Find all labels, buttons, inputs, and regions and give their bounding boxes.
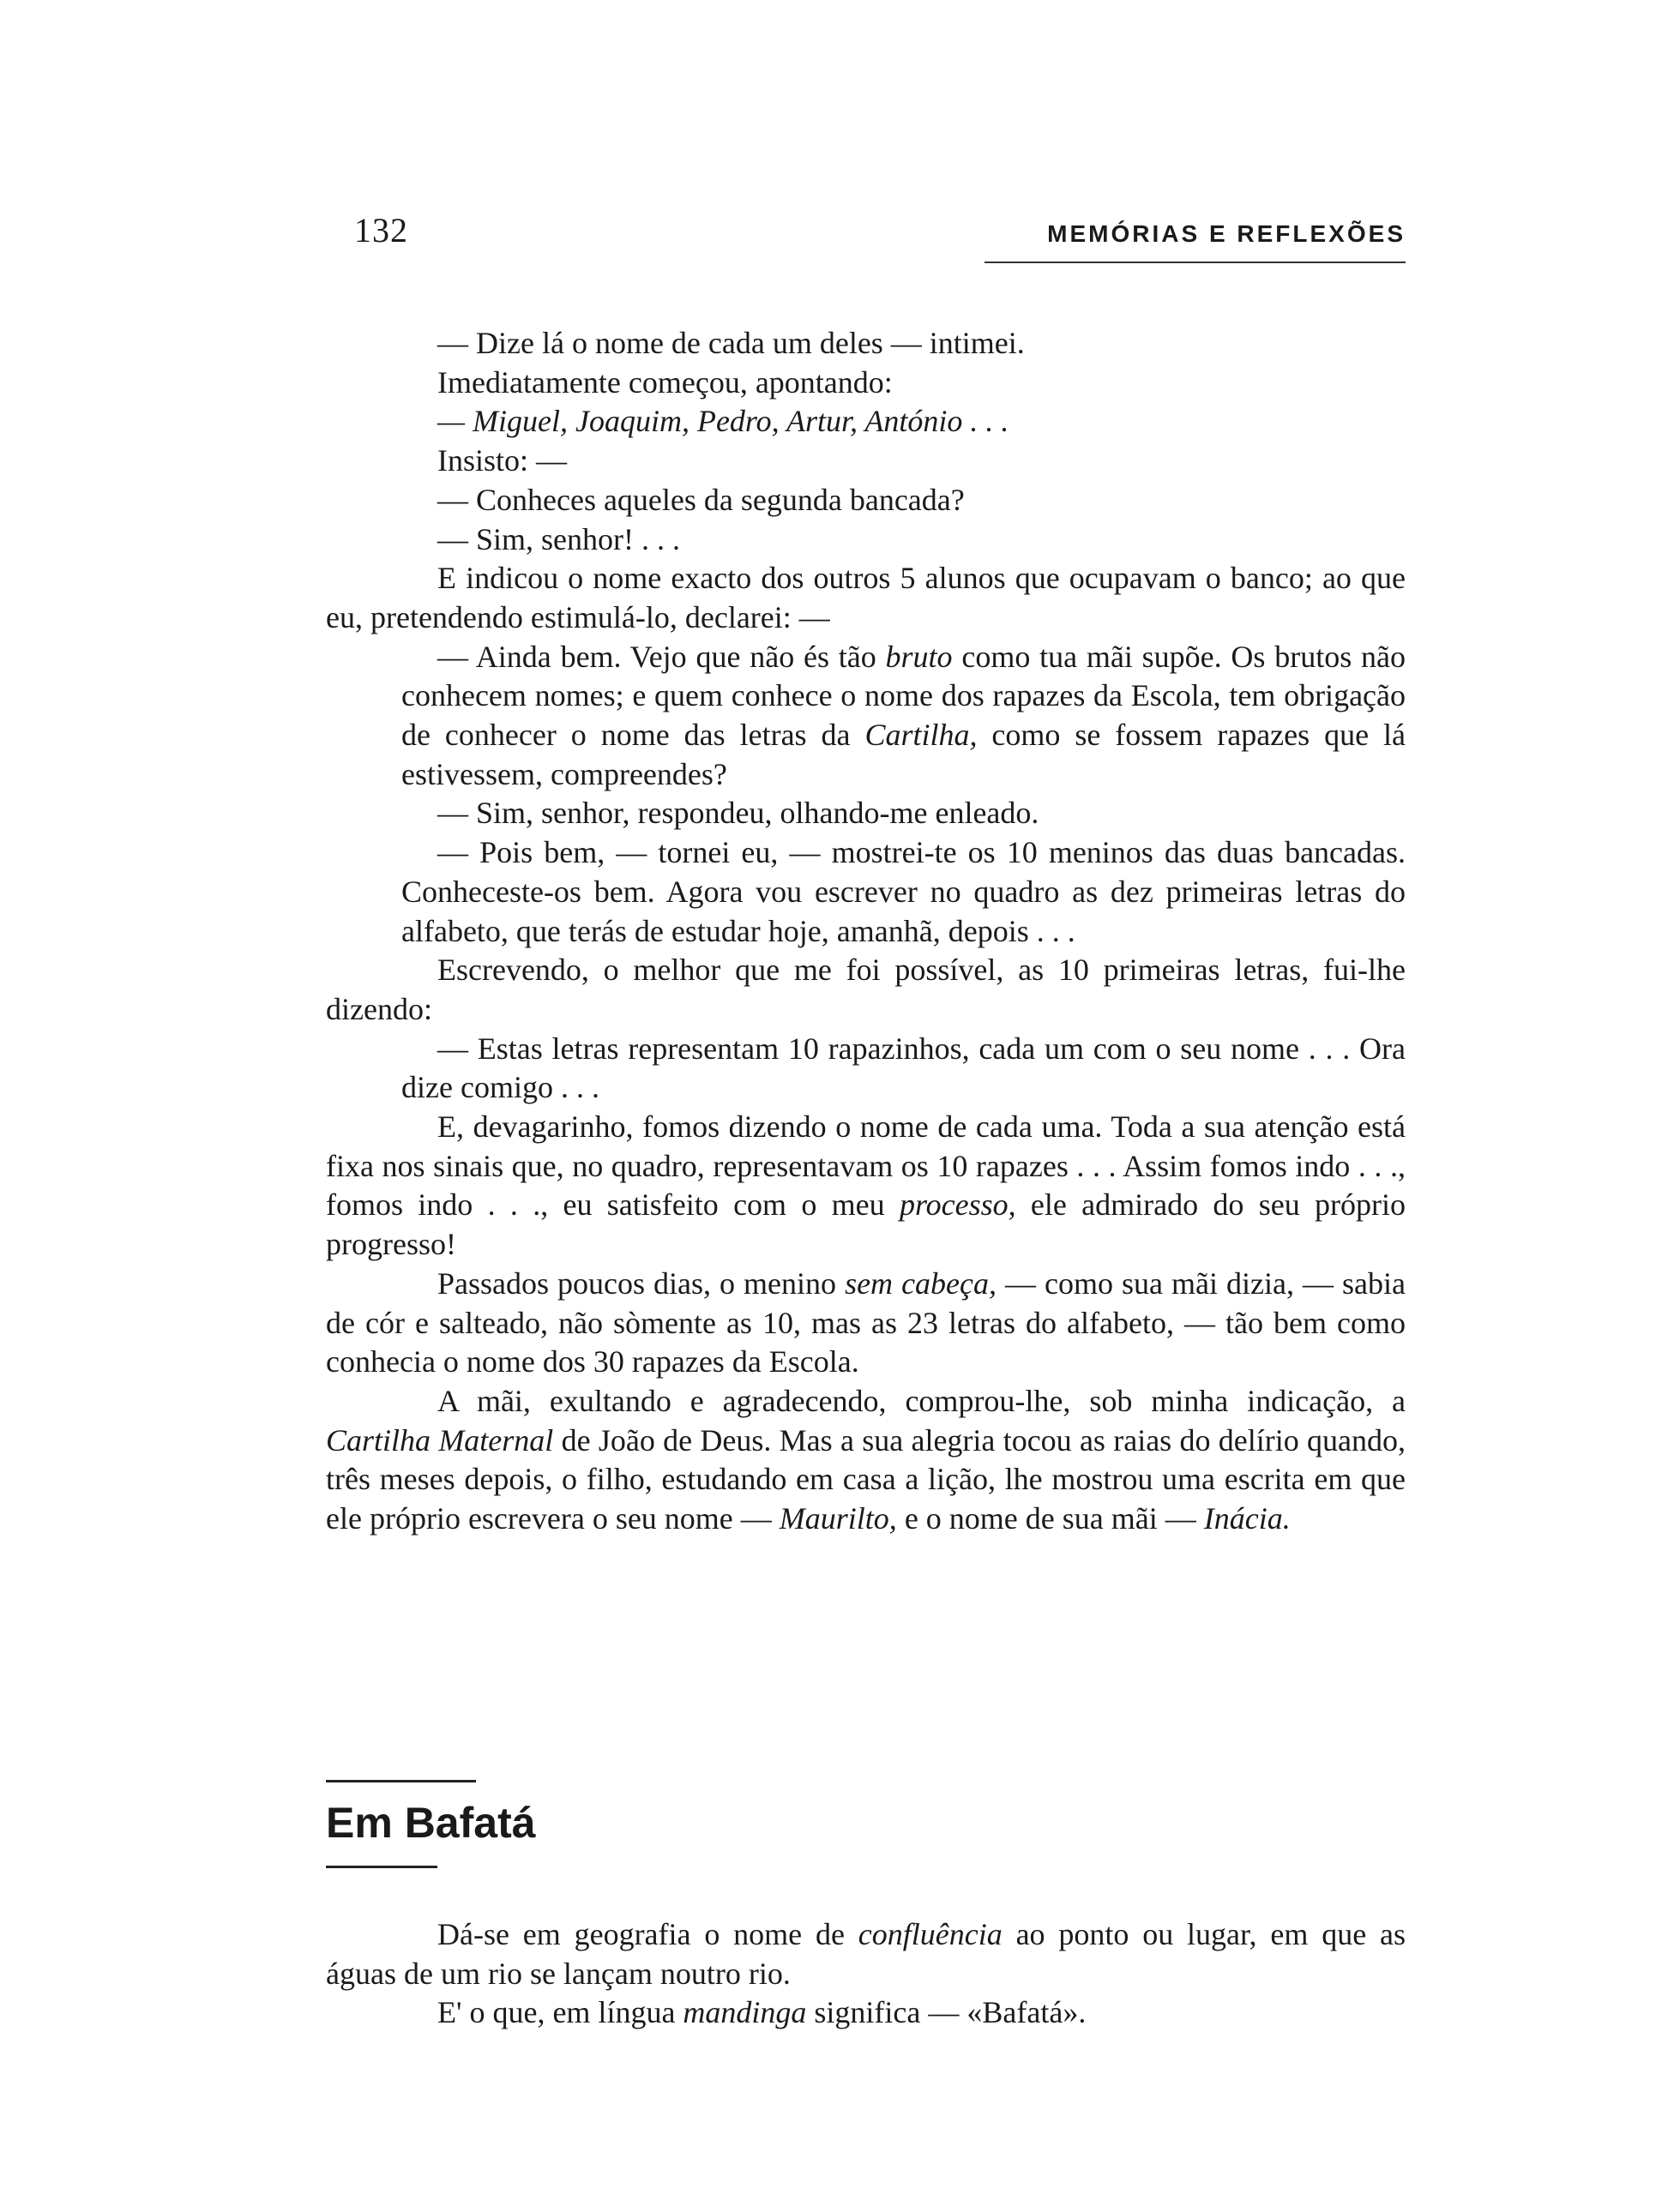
paragraph: [326, 1915, 1406, 1993]
section-rule-bottom: [326, 1866, 437, 1868]
text-run: como tua mãi supõe. Os brutos não conhecem nomes; e quem conhece o nome dos rapazes da Escola, tem obrigação de conhecer o nome das letras da: [401, 639, 1406, 753]
paragraph: [326, 1382, 1406, 1539]
text-run: A mãi, exultando e agradecendo, comprou-lhe, sob minha indicação, a: [437, 1383, 1406, 1418]
paragraph: — Conheces aqueles da segunda bancada?: [437, 482, 965, 517]
text-run: ao ponto ou lugar, em que as águas de um rio se lançam noutro rio.: [326, 1917, 1406, 1991]
italic-run: Cartilha,: [864, 718, 978, 753]
paragraph: — Pois bem, — tornei eu, — mostrei-te os 10 meninos das duas bancadas. Conheceste-os bem. Agora vou escrever no quadro as dez primeiras letras do alfabeto, que terás de estudar hoje, amanhã, depois . . .: [401, 835, 1406, 948]
text-run: significa — «Bafatá».: [806, 1995, 1087, 2030]
section-text: [326, 1915, 1406, 2033]
page-header: [354, 210, 1406, 270]
italic-run: processo,: [899, 1187, 1016, 1223]
text-run: e o nome de sua mãi —: [896, 1501, 1204, 1536]
italic-run: bruto: [885, 639, 953, 674]
paragraph: [326, 1993, 1406, 2033]
text-run: E' o que, em língua: [437, 1995, 683, 2030]
text-run: Passados poucos dias, o menino: [437, 1265, 846, 1301]
page-number: 132: [354, 211, 408, 249]
italic-run: Maurilto,: [779, 1501, 897, 1536]
section-title: Em Bafatá: [326, 1799, 536, 1847]
section-rule-top: [326, 1780, 476, 1782]
paragraph: Imediatamente começou, apontando:: [437, 364, 893, 400]
italic-run: Inácia.: [1203, 1501, 1291, 1536]
text-run: Dá-se em geografia o nome de: [437, 1917, 858, 1951]
names-list: — Miguel, Joaquim, Pedro, Artur, António . . .: [437, 404, 1009, 439]
italic-run: Cartilha Maternal: [326, 1422, 554, 1458]
text-run: — Ainda bem. Vejo que não és tão: [437, 639, 886, 674]
paragraph: Insisto: —: [437, 443, 568, 478]
paragraph: [326, 1265, 1406, 1382]
paragraph: [401, 402, 1406, 442]
paragraph: E indicou o nome exacto dos outros 5 alunos que ocupavam o banco; ao que eu, pretendendo estimulá-lo, declarei: —: [326, 561, 1406, 634]
paragraph: [326, 1108, 1406, 1265]
paragraph: — Dize lá o nome de cada um deles — intimei.: [437, 326, 1025, 360]
paragraph: [401, 638, 1406, 795]
paragraph: — Estas letras representam 10 rapazinhos, cada um com o seu nome . . . Ora dize comigo . . .: [401, 1031, 1406, 1105]
text-run: — como sua mãi dizia, — sabia de cór e salteado, não sòmente as 10, mas as 23 letras do alfabeto, — tão bem como conhecia o nome dos 30 rapazes da Escola.: [326, 1265, 1406, 1379]
text-run: de João de Deus. Mas a sua alegria tocou as raias do delírio quando, três meses depois, o filho, estudando em casa a lição, lhe mostrou uma escrita em que ele próprio escrevera o seu nome —: [326, 1422, 1406, 1536]
paragraph: — Sim, senhor, respondeu, olhando-me enleado.: [437, 796, 1039, 831]
main-text: [326, 324, 1406, 1539]
paragraph: Escrevendo, o melhor que me foi possível, as 10 primeiras letras, fui-lhe dizendo:: [326, 953, 1406, 1026]
text-run: ele admirado do seu próprio progresso!: [326, 1187, 1406, 1262]
running-head: MEMÓRIAS E REFLEXÕES: [1047, 220, 1406, 247]
text-run: como se fossem rapazes que lá estivessem, compreendes?: [401, 718, 1406, 791]
italic-run: confluência: [858, 1917, 1003, 1951]
header-rule: [985, 261, 1406, 263]
paragraph: — Sim, senhor! . . .: [437, 521, 680, 556]
italic-run: sem cabeça,: [845, 1265, 997, 1301]
italic-run: mandinga: [683, 1995, 807, 2030]
text-run: E, devagarinho, fomos dizendo o nome de cada uma. Toda a sua atenção está fixa nos sinais que, no quadro, representavam os 10 rapazes . . . Assim fomos indo . . ., fomos indo . . ., eu satisfeito com o meu: [326, 1109, 1406, 1223]
